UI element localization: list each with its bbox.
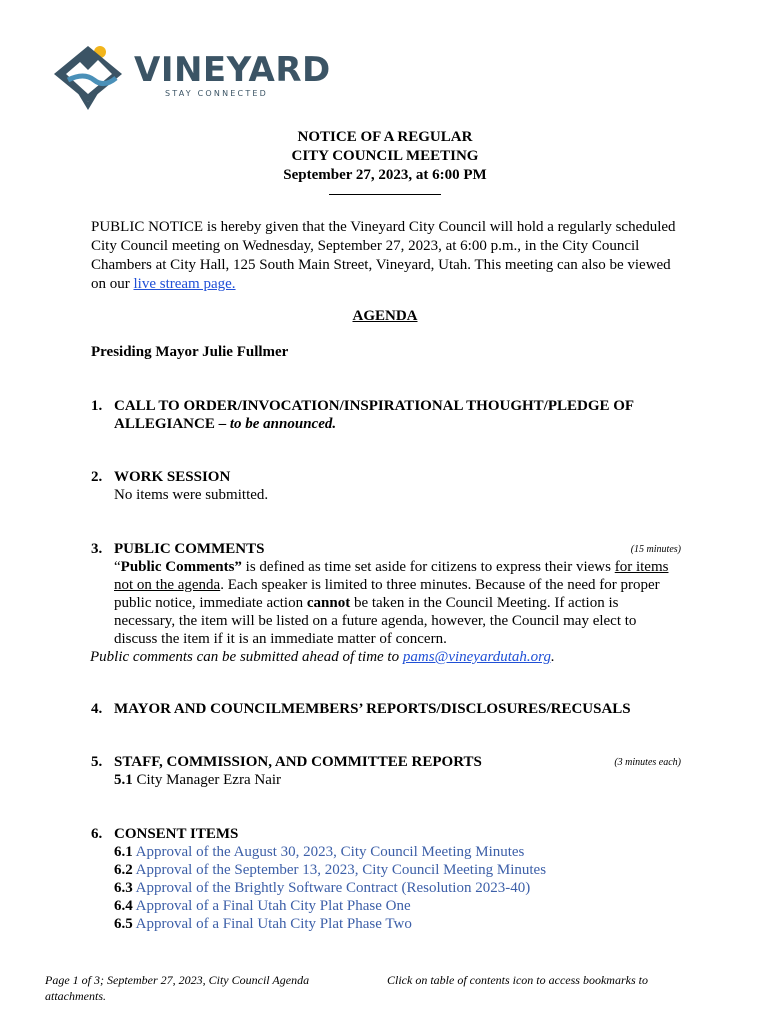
quote-open: “ (114, 559, 121, 575)
consent-item-link[interactable]: Approval of a Final Utah City Plat Phase One (132, 898, 411, 914)
description-text-c: be taken in the Council Meeting. If action is necessary, the item will be listed on a future agenda, however, the Council may elect to discuss the item if it is an immediate matter of concern. (114, 595, 637, 647)
consent-item-link[interactable]: Approval of the Brightly Software Contract (Resolution 2023-40) (132, 880, 531, 896)
agenda-item-1 (91, 397, 681, 433)
public-notice-paragraph (91, 218, 681, 294)
item-number: 1. (91, 398, 103, 414)
live-stream-link[interactable]: live stream page. (133, 276, 236, 292)
item-number: 6. (91, 826, 103, 842)
time-allotment-note: (3 minutes each) (614, 757, 681, 768)
consent-item-link[interactable]: Approval of the September 13, 2023, City Council Meeting Minutes (132, 862, 547, 878)
sub-item-number: 6.3 (114, 880, 133, 896)
vineyard-logo (54, 44, 331, 114)
sub-item-5-1 (114, 771, 681, 789)
sub-item-number: 5.1 (114, 772, 133, 788)
item-title-suffix: to be announced. (226, 416, 337, 432)
notice-heading: NOTICE OF A REGULAR (297, 129, 473, 145)
description-text-a: is defined as time set aside for citizens to express their views (241, 559, 615, 575)
consent-item-link[interactable]: Approval of a Final Utah City Plat Phase Two (132, 916, 412, 932)
item-number: 3. (91, 541, 103, 557)
logo-tagline: STAY CONNECTED (165, 89, 269, 98)
public-comments-description (114, 558, 681, 648)
description-emphasis: cannot (306, 595, 351, 611)
sub-item-text: City Manager Ezra Nair (132, 772, 282, 788)
agenda-item-6 (91, 825, 681, 933)
consent-item-6-2[interactable] (114, 861, 681, 879)
consent-item-6-1[interactable] (114, 843, 681, 861)
item-number: 2. (91, 469, 103, 485)
item-title: CALL TO ORDER/INVOCATION/INSPIRATIONAL THOUGHT/PLEDGE OF ALLEGIANCE – (114, 398, 634, 432)
time-allotment-note: (15 minutes) (630, 544, 681, 555)
agenda-item-4 (91, 700, 681, 718)
presiding-officer: Presiding Mayor Julie Fullmer (91, 344, 289, 360)
sub-item-number: 6.1 (114, 844, 133, 860)
item-number: 5. (91, 754, 103, 770)
consent-item-6-4[interactable] (114, 897, 681, 915)
sub-item-number: 6.4 (114, 898, 133, 914)
consent-item-link[interactable]: Approval of the August 30, 2023, City Council Meeting Minutes (132, 844, 525, 860)
header-divider (329, 194, 441, 195)
description-underlined: for items not on the agenda (114, 559, 669, 593)
submit-comments-line (90, 648, 681, 666)
submit-comments-end: . (550, 649, 555, 665)
meeting-type-heading: CITY COUNCIL MEETING (291, 148, 479, 164)
description-text-b: . Each speaker is limited to three minutes. Because of the need for proper public notice, immediate action (114, 577, 660, 611)
page-footer-right: Click on table of contents icon to access bookmarks to (387, 973, 648, 987)
agenda-item-5 (91, 753, 681, 789)
item-title: WORK SESSION (114, 469, 231, 485)
agenda-title: AGENDA (352, 308, 418, 324)
sub-item-number: 6.5 (114, 916, 133, 932)
item-title: MAYOR AND COUNCILMEMBERS’ REPORTS/DISCLOSURES/RECUSALS (114, 701, 631, 717)
sub-item-number: 6.2 (114, 862, 133, 878)
item-title: STAFF, COMMISSION, AND COMMITTEE REPORTS (114, 754, 482, 770)
page-footer-left: Page 1 of 3; September 27, 2023, City Council Agenda attachments. (45, 973, 310, 1003)
consent-item-6-5[interactable] (114, 915, 681, 933)
public-comments-term: Public Comments” (120, 559, 242, 575)
agenda-item-3 (91, 540, 681, 666)
public-notice-text: PUBLIC NOTICE is hereby given that the Vineyard City Council will hold a regularly scheduled City Council meeting on Wednesday, September 27, 2023, at 6:00 p.m., in the City Council Chambers at City Hall, 125 South Main Street, Vineyard, Utah. This meeting can also be viewed on our (91, 219, 676, 292)
item-number: 4. (91, 701, 103, 717)
item-title: PUBLIC COMMENTS (114, 541, 265, 557)
agenda-item-2 (91, 468, 681, 504)
item-text: No items were submitted. (114, 487, 269, 503)
vineyard-logo-mark-icon (54, 44, 134, 114)
logo-wordmark: VINEYARD (134, 50, 331, 90)
meeting-date-heading: September 27, 2023, at 6:00 PM (283, 167, 487, 183)
item-title: CONSENT ITEMS (114, 826, 239, 842)
submit-comments-text: Public comments can be submitted ahead of time to (90, 649, 403, 665)
consent-item-6-3[interactable] (114, 879, 681, 897)
comments-email-link[interactable]: pams@vineyardutah.org (402, 649, 551, 665)
